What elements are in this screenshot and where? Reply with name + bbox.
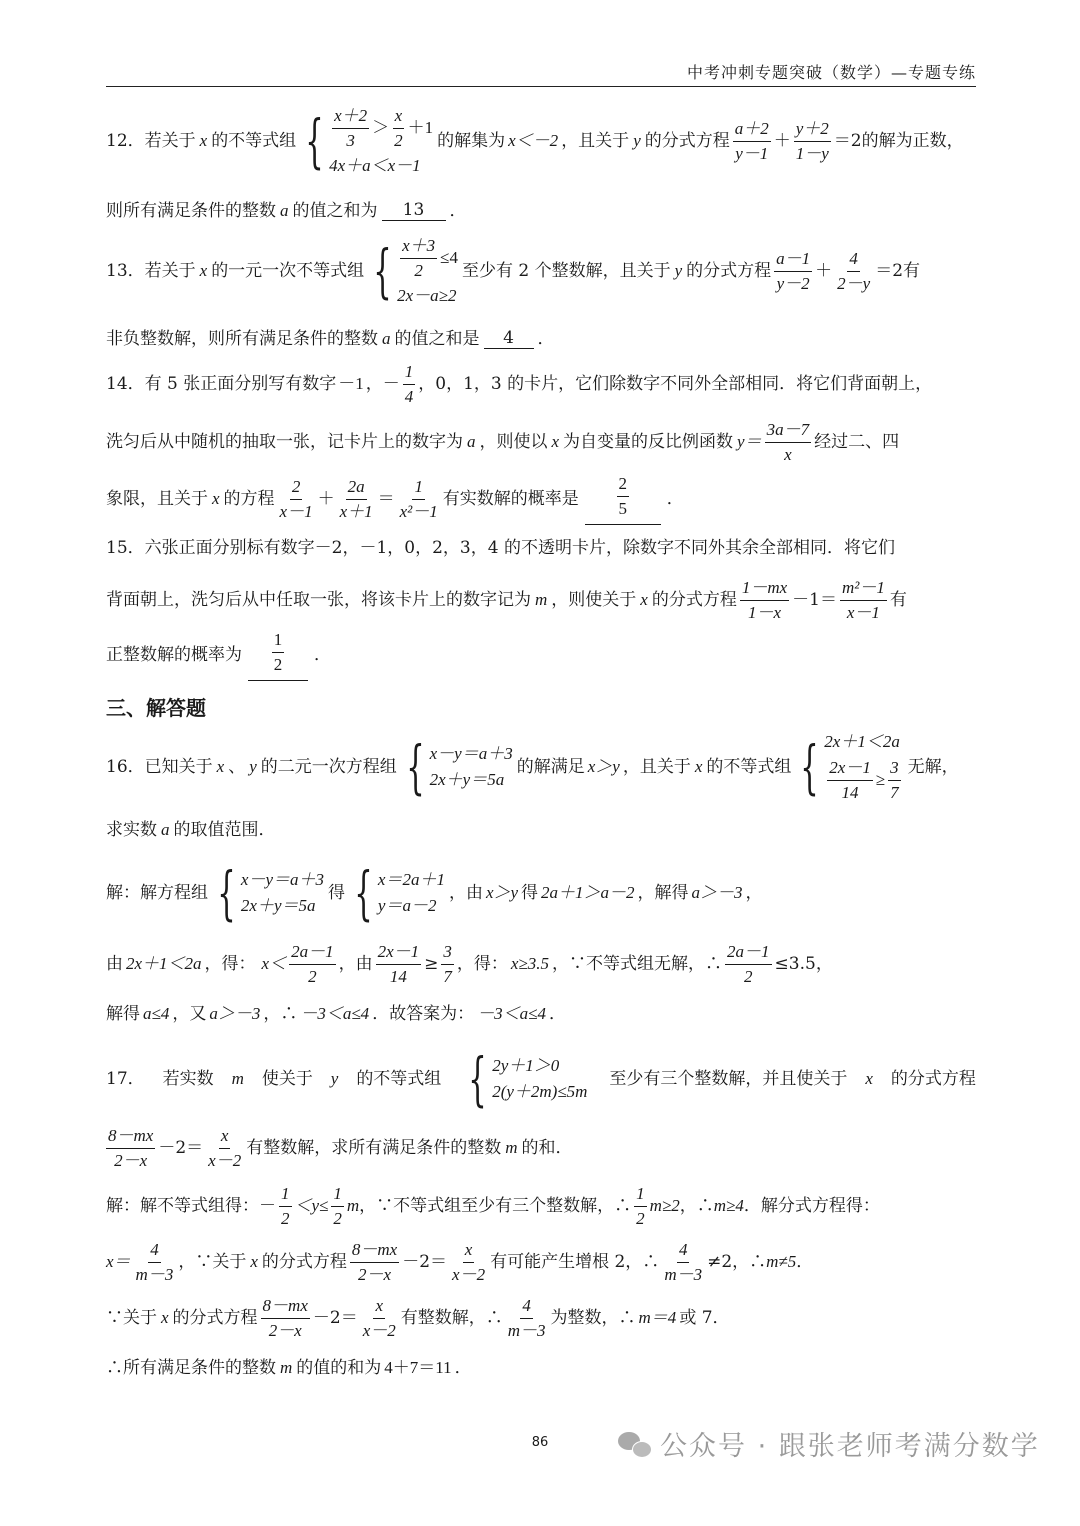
solution-16-line-1: 解：解方程组 { x－y＝a＋3 2x＋y＝5a 得 { x＝2a＋1 y＝a－2 ，由 x＞y 得 2a＋1＞a－2 ，解得 a＞－3 ， (106, 859, 763, 927)
solution-17-line-4: ∴所有满足条件的整数 m 的值的和为 4＋7＝11 ． (106, 1358, 472, 1378)
question-13-line-1: 13． 若关于 x 的一元一次不等式组 { $\frac{x+3}{2}$ ≤4 2x－a≥2 至少有 2 个整数解，且关于 y 的分式方程 $\frac{a-1}{y-2}$ ＋ $\frac{4}{2-y}$ ＝2 有 (106, 236, 921, 306)
section-title: 三、解答题 (106, 696, 206, 720)
question-15-line-2: 背面朝上，洗匀后从中任取一张，将该卡片上的数字记为 m ，则使关于 x 的分式方程 $\frac{1-mx}{1-x}$ －1＝ $\frac{\text{m²－1}}{x-1}$ 有 (106, 578, 907, 622)
question-14-line-2: 洗匀后从中随机的抽取一张，记卡片上的数字为 a ，则使以 x 为自变量的反比例函数 y＝ $\frac{3a-7}{x}$ 经过二、四 (106, 420, 900, 464)
question-17-line-1: 17． 若实数 m 使关于 y 的不等式组 { 2y＋1＞0 2(y＋2m)≤5m 至少有三个整数解，并且使关于 x 的分式方程 (106, 1045, 976, 1113)
answer-blank: 13 (382, 200, 446, 221)
question-16-line-1: 16． 已知关于 x 、 y 的二元一次方程组 { x－y＝a＋3 2x＋y＝5a 的解满足 x＞y ，且关于 x 的不等式组 { 2x＋1＜2a $\frac{2x-1}{14}$ ≥ $\frac{3}{7}$ 无解， (106, 732, 959, 802)
question-14-line-1: 14． 有 5 张正面分别写有数字 －1 ， － $\frac{1}{4}$ ，0，1，3 的卡片，它们除数字不同外全部相同．将它们背面朝上， (106, 362, 933, 406)
question-15-line-1: 15． 六张正面分别标有数字－2，－1，0，2，3，4 的不透明卡片，除数字不同外其余全部相同．将它们 (106, 538, 895, 558)
inequality-system: { $\frac{x+2}{3}$ ＞ $\frac{x}{2}$ ＋1 4x＋a＜x－1 (305, 106, 434, 176)
watermark: 公众号 · 跟张老师考满分数学 (618, 1424, 1040, 1463)
answer-blank: 4 (484, 328, 534, 349)
question-12-line-2: 则所有满足条件的整数 a 的值之和为 13 ． (106, 200, 467, 221)
question-16-line-2: 求实数 a 的取值范围． (106, 820, 276, 840)
solution-17-line-2: x＝ $\frac{4}{m-3}$ ，∵关于 x 的分式方程 $\frac{8-mx}{2-x}$ －2＝ $\frac{x}{x-2}$ 有可能产生增根 2，∴ $\frac{4}{m-3}$ ≠2 ，∴ m≠5 ． (106, 1240, 814, 1284)
answer-blank: 1 2 (248, 630, 308, 681)
inequality-system: { $\frac{x+3}{2}$ ≤4 2x－a≥2 (373, 236, 458, 306)
wechat-icon (618, 1430, 652, 1458)
question-15-line-3: 正整数解的概率为 1 2 ． (106, 630, 976, 681)
solution-17-line-3: ∵关于 x 的分式方程 $\frac{8-mx}{2-x}$ －2＝ $\frac{x}{x-2}$ 有整数解，∴ $\frac{4}{m-3}$ 为整数，∴ m＝4 或 7． (106, 1296, 730, 1340)
question-13-line-2: 非负整数解，则所有满足条件的整数 a 的值之和是 4 ． (106, 328, 555, 349)
solution-16-line-2: 由 2x＋1＜2a ，得： x＜ $\frac{2a-1}{2}$ ，由 $\frac{2x-1}{14}$ ≥ $\frac{3}{7}$ ，得： x≥3.5 ，∵不等式组无解，∴ $\frac{2a-1}{2}$ ≤3.5 ， (106, 942, 833, 986)
question-17-line-2: $\frac{8-mx}{2-x}$ －2＝ $\frac{x}{x-2}$ 有整数解，求所有满足条件的整数 m 的和． (108, 1126, 573, 1170)
solution-16-line-3: 解得 a≤4 ，又 a＞－3 ，∴ －3＜a≤4 ．故答案为： －3＜a≤4 ． (106, 1004, 567, 1024)
answer-blank: 2 5 (585, 474, 661, 525)
solution-17-line-1: 解：解不等式组得： － $\frac{1}{2}$ ＜y≤ $\frac{1}{2}$ m ，∵不等式组至少有三个整数解，∴ $\frac{1}{2}$ m≥2 ，∴ m≥4 ．解分式方程得： (106, 1184, 880, 1228)
page-header: 中考冲刺专题突破（数学）—专题专练 (106, 60, 976, 87)
question-14-line-3: 象限，且关于 x 的方程 $\frac{2}{x-1}$ ＋ $\frac{2a}{x+1}$ ＝ $\frac{1}{\text{x²－1}}$ 有实数解的概率是 2 5 ． (106, 474, 976, 525)
equation-system: { x－y＝a＋3 2x＋y＝5a (405, 733, 513, 802)
question-12-line-1: 12． 若关于 x 的不等式组 { $\frac{x+2}{3}$ ＞ $\frac{x}{2}$ ＋1 4x＋a＜x－1 的解集为 x＜－2 ，且关于 y 的分式方程 $\frac{a+2}{y-1}$ ＋ $\frac{y+2}{1-y}$ ＝2 的解为正数， (106, 106, 964, 176)
page-number: 86 (531, 1435, 549, 1450)
inequality-system: { 2x＋1＜2a $\frac{2x-1}{14}$ ≥ $\frac{3}{7}$ (800, 732, 900, 802)
